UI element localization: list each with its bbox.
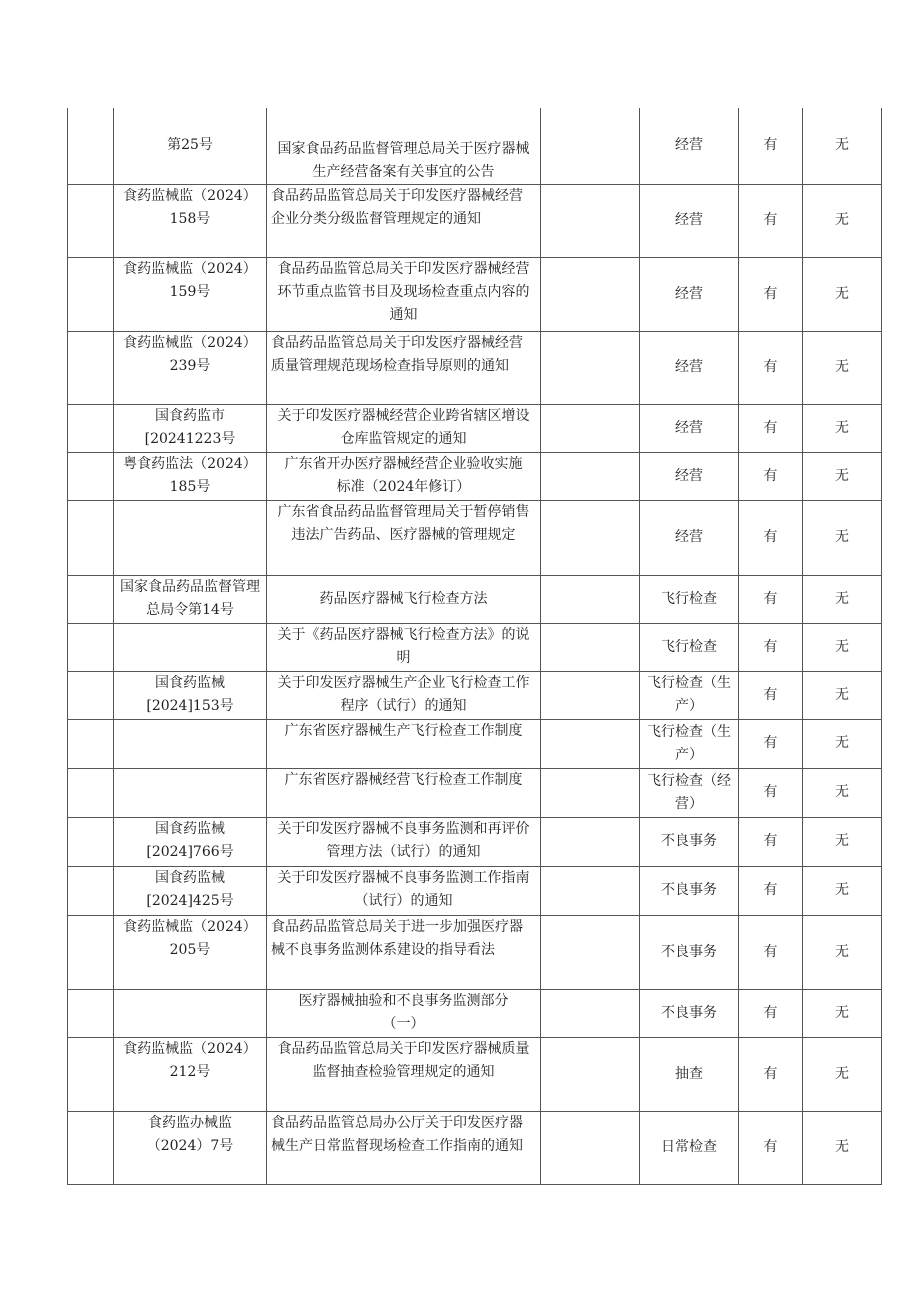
text-line: 质量管理规范现场检查指导原则的通知 bbox=[271, 357, 509, 374]
none-cell: 无 bbox=[803, 331, 882, 404]
text-line: 食药监械监（2024） bbox=[123, 334, 257, 351]
document-title-cell bbox=[267, 452, 541, 500]
category-cell bbox=[640, 989, 739, 1037]
text-line: 158号 bbox=[169, 210, 211, 227]
blank-cell bbox=[541, 866, 640, 915]
has-record-cell: 有 bbox=[739, 404, 803, 452]
document-number-cell bbox=[114, 915, 267, 989]
document-title-cell bbox=[267, 331, 541, 404]
has-record-cell: 有 bbox=[739, 671, 803, 719]
text-line: 经营 bbox=[675, 212, 703, 228]
document-title-cell bbox=[267, 915, 541, 989]
index-cell bbox=[68, 719, 114, 768]
table-row bbox=[68, 915, 882, 989]
index-cell bbox=[68, 257, 114, 331]
text-line: 185号 bbox=[169, 478, 211, 495]
has-record-cell: 有 bbox=[739, 989, 803, 1037]
text-line: 关于《药品医疗器械飞行检查方法》的说 bbox=[277, 626, 530, 643]
blank-cell bbox=[541, 500, 640, 575]
has-record-cell: 有 bbox=[739, 331, 803, 404]
index-cell bbox=[68, 184, 114, 257]
document-number-cell bbox=[114, 1037, 267, 1111]
text-line: [20241223号 bbox=[144, 430, 236, 447]
blank-cell bbox=[541, 623, 640, 671]
document-number-cell bbox=[114, 623, 267, 671]
none-cell: 无 bbox=[803, 108, 882, 184]
none-cell: 无 bbox=[803, 623, 882, 671]
has-record-cell: 有 bbox=[739, 257, 803, 331]
text-line: 程序（试行）的通知 bbox=[340, 697, 467, 714]
none-cell: 无 bbox=[803, 452, 882, 500]
blank-cell bbox=[541, 915, 640, 989]
table-row bbox=[68, 452, 882, 500]
none-cell: 无 bbox=[803, 500, 882, 575]
document-title-cell bbox=[267, 719, 541, 768]
text-line: 广东省食品药品监督管理局关于暂停销售 bbox=[277, 503, 530, 520]
text-line: 环节重点监管书目及现场检查重点内容的 bbox=[277, 283, 530, 300]
text-line: 食药监办械监 bbox=[148, 1114, 232, 1131]
index-cell bbox=[68, 671, 114, 719]
category-cell bbox=[640, 108, 739, 184]
index-cell bbox=[68, 404, 114, 452]
table-row bbox=[68, 404, 882, 452]
blank-cell bbox=[541, 768, 640, 817]
table-row bbox=[68, 719, 882, 768]
document-title-cell bbox=[267, 404, 541, 452]
index-cell bbox=[68, 989, 114, 1037]
text-line: 食药监械监（2024） bbox=[123, 1040, 257, 1057]
text-line: 国家食品药品监督管理总局关于医疗器械 bbox=[277, 140, 530, 157]
index-cell bbox=[68, 768, 114, 817]
has-record-cell: 有 bbox=[739, 184, 803, 257]
text-line: 产） bbox=[675, 746, 703, 763]
has-record-cell: 有 bbox=[739, 108, 803, 184]
text-line: [2024]425号 bbox=[146, 892, 234, 909]
table-row bbox=[68, 1111, 882, 1184]
regulation-table bbox=[67, 108, 882, 1185]
text-line: 不良事务 bbox=[661, 882, 717, 898]
document-title-cell bbox=[267, 500, 541, 575]
text-line: 违法广告药品、医疗器械的管理规定 bbox=[291, 526, 516, 543]
text-line: 159号 bbox=[169, 283, 211, 300]
document-number-cell bbox=[114, 184, 267, 257]
category-cell bbox=[640, 623, 739, 671]
category-cell bbox=[640, 1037, 739, 1111]
category-cell bbox=[640, 500, 739, 575]
blank-cell bbox=[541, 452, 640, 500]
document-number-cell bbox=[114, 817, 267, 866]
has-record-cell: 有 bbox=[739, 500, 803, 575]
text-line: 国食药监械 bbox=[155, 674, 225, 691]
index-cell bbox=[68, 1111, 114, 1184]
has-record-cell: 有 bbox=[739, 623, 803, 671]
table-row bbox=[68, 671, 882, 719]
none-cell: 无 bbox=[803, 719, 882, 768]
index-cell bbox=[68, 331, 114, 404]
category-cell bbox=[640, 184, 739, 257]
text-line: 生产经营备案有关事宜的公告 bbox=[312, 163, 495, 180]
has-record-cell: 有 bbox=[739, 1037, 803, 1111]
has-record-cell: 有 bbox=[739, 817, 803, 866]
document-number-cell bbox=[114, 989, 267, 1037]
document-number-cell bbox=[114, 404, 267, 452]
document-number-cell bbox=[114, 866, 267, 915]
text-line: 食品药品监管总局关于印发医疗器械经营 bbox=[277, 260, 530, 277]
index-cell bbox=[68, 623, 114, 671]
document-title-cell bbox=[267, 575, 541, 623]
text-line: 监督抽查检验管理规定的通知 bbox=[312, 1063, 495, 1080]
document-title-cell bbox=[267, 866, 541, 915]
text-line: 飞行检查 bbox=[661, 638, 717, 655]
text-line: 经营 bbox=[675, 419, 703, 436]
document-title-cell bbox=[267, 817, 541, 866]
blank-cell bbox=[541, 1111, 640, 1184]
index-cell bbox=[68, 452, 114, 500]
document-number-cell bbox=[114, 452, 267, 500]
text-line: 食品药品监管总局关于印发医疗器械质量 bbox=[277, 1040, 530, 1057]
category-cell bbox=[640, 331, 739, 404]
document-number-cell bbox=[114, 108, 267, 184]
text-line: 产） bbox=[675, 698, 703, 714]
none-cell: 无 bbox=[803, 768, 882, 817]
text-line: 关于印发医疗器械不良事务监测工作指南 bbox=[277, 869, 530, 886]
document-number-cell bbox=[114, 500, 267, 575]
none-cell: 无 bbox=[803, 866, 882, 915]
text-line: 药品医疗器械飞行检查方法 bbox=[319, 590, 488, 607]
text-line: 日常检查 bbox=[661, 1139, 717, 1155]
text-line: 国食药监市 bbox=[155, 407, 225, 424]
text-line: 广东省开办医疗器械经营企业验收实施 bbox=[284, 455, 523, 472]
index-cell bbox=[68, 575, 114, 623]
text-line: 通知 bbox=[389, 306, 418, 323]
document-number-cell bbox=[114, 331, 267, 404]
text-line: 经营 bbox=[675, 285, 703, 302]
blank-cell bbox=[541, 257, 640, 331]
index-cell bbox=[68, 1037, 114, 1111]
document-number-cell bbox=[114, 768, 267, 817]
text-line: 食品药品监管总局办公厅关于印发医疗器 bbox=[271, 1114, 523, 1131]
text-line: （一） bbox=[382, 1015, 425, 1032]
text-line: 关于印发医疗器械经营企业跨省辖区增设 bbox=[277, 407, 530, 424]
table-row bbox=[68, 866, 882, 915]
text-line: 食品药品监管总局关于印发医疗器械经营 bbox=[271, 334, 523, 351]
document-number-cell bbox=[114, 1111, 267, 1184]
blank-cell bbox=[541, 108, 640, 184]
text-line: 广东省医疗器械生产飞行检查工作制度 bbox=[284, 722, 523, 739]
none-cell: 无 bbox=[803, 575, 882, 623]
document-title-cell bbox=[267, 671, 541, 719]
index-cell bbox=[68, 915, 114, 989]
text-line: 营） bbox=[675, 795, 703, 812]
text-line: 明 bbox=[396, 649, 411, 666]
table-row bbox=[68, 575, 882, 623]
text-line: 抽查 bbox=[675, 1065, 703, 1082]
text-line: （试行）的通知 bbox=[354, 892, 453, 909]
category-cell bbox=[640, 866, 739, 915]
text-line: 经营 bbox=[675, 529, 703, 545]
table-row bbox=[68, 500, 882, 575]
none-cell: 无 bbox=[803, 184, 882, 257]
index-cell bbox=[68, 500, 114, 575]
text-line: 国家食品药品监督管理 bbox=[120, 578, 260, 595]
category-cell bbox=[640, 257, 739, 331]
category-cell bbox=[640, 817, 739, 866]
none-cell: 无 bbox=[803, 915, 882, 989]
text-line: 食药监械监（2024） bbox=[123, 187, 257, 204]
text-line: 国食药监械 bbox=[155, 820, 225, 837]
table-row bbox=[68, 331, 882, 404]
table-row bbox=[68, 817, 882, 866]
document-title-cell bbox=[267, 989, 541, 1037]
index-cell bbox=[68, 817, 114, 866]
document-title-cell bbox=[267, 1111, 541, 1184]
text-line: 经营 bbox=[675, 467, 703, 484]
text-line: 239号 bbox=[169, 357, 211, 374]
table-row bbox=[68, 257, 882, 331]
document-number-cell bbox=[114, 719, 267, 768]
blank-cell bbox=[541, 817, 640, 866]
blank-cell bbox=[541, 331, 640, 404]
none-cell: 无 bbox=[803, 257, 882, 331]
document-title-cell bbox=[267, 108, 541, 184]
category-cell bbox=[640, 404, 739, 452]
document-title-cell bbox=[267, 768, 541, 817]
category-cell bbox=[640, 575, 739, 623]
document-number-cell bbox=[114, 575, 267, 623]
blank-cell bbox=[541, 989, 640, 1037]
has-record-cell: 有 bbox=[739, 452, 803, 500]
text-line: 国食药监械 bbox=[155, 869, 225, 886]
text-line: 医疗器械抽验和不良事务监测部分 bbox=[298, 992, 509, 1009]
text-line: 不良事务 bbox=[661, 943, 717, 960]
document-title-cell bbox=[267, 623, 541, 671]
document-title-cell bbox=[267, 1037, 541, 1111]
text-line: 食药监械监（2024） bbox=[123, 918, 257, 935]
text-line: 关于印发医疗器械不良事务监测和再评价 bbox=[277, 820, 530, 837]
has-record-cell: 有 bbox=[739, 866, 803, 915]
table-row bbox=[68, 989, 882, 1037]
category-cell bbox=[640, 1111, 739, 1184]
blank-cell bbox=[541, 1037, 640, 1111]
category-cell bbox=[640, 719, 739, 768]
text-line: （2024）7号 bbox=[146, 1137, 234, 1154]
has-record-cell: 有 bbox=[739, 719, 803, 768]
index-cell bbox=[68, 866, 114, 915]
none-cell: 无 bbox=[803, 817, 882, 866]
text-line: 飞行检查（生 bbox=[647, 723, 731, 740]
blank-cell bbox=[541, 404, 640, 452]
text-line: 经营 bbox=[675, 359, 703, 375]
index-cell bbox=[68, 108, 114, 184]
blank-cell bbox=[541, 184, 640, 257]
text-line: 205号 bbox=[169, 941, 211, 958]
text-line: 广东省医疗器械经营飞行检查工作制度 bbox=[284, 771, 523, 788]
none-cell: 无 bbox=[803, 1037, 882, 1111]
blank-cell bbox=[541, 575, 640, 623]
table-row bbox=[68, 1037, 882, 1111]
table-row bbox=[68, 768, 882, 817]
text-line: 械不良事务监测体系建设的指导看法 bbox=[271, 941, 495, 958]
text-line: [2024]153号 bbox=[146, 697, 234, 714]
text-line: 总局令第14号 bbox=[146, 601, 234, 618]
text-line: 食品药品监管总局关于印发医疗器械经营 bbox=[271, 187, 523, 204]
has-record-cell: 有 bbox=[739, 915, 803, 989]
none-cell: 无 bbox=[803, 671, 882, 719]
category-cell bbox=[640, 768, 739, 817]
text-line: 飞行检查（经 bbox=[647, 772, 731, 789]
none-cell: 无 bbox=[803, 404, 882, 452]
document-title-cell bbox=[267, 184, 541, 257]
text-line: [2024]766号 bbox=[146, 843, 234, 860]
text-line: 飞行检查 bbox=[661, 590, 717, 607]
text-line: 标准（2024年修订） bbox=[336, 478, 471, 495]
blank-cell bbox=[541, 671, 640, 719]
document-number-cell bbox=[114, 671, 267, 719]
text-line: 第25号 bbox=[167, 137, 213, 154]
text-line: 不良事务 bbox=[661, 1004, 717, 1021]
table-row bbox=[68, 623, 882, 671]
text-line: 企业分类分级监督管理规定的通知 bbox=[271, 210, 481, 227]
document-number-cell bbox=[114, 257, 267, 331]
text-line: 食品药品监管总局关于进一步加强医疗器 bbox=[271, 918, 523, 935]
text-line: 管理方法（试行）的通知 bbox=[326, 843, 481, 860]
table-row bbox=[68, 108, 882, 184]
none-cell: 无 bbox=[803, 989, 882, 1037]
category-cell bbox=[640, 915, 739, 989]
text-line: 不良事务 bbox=[661, 833, 717, 849]
text-line: 仓库监管规定的通知 bbox=[340, 430, 467, 447]
document-title-cell bbox=[267, 257, 541, 331]
text-line: 关于印发医疗器械生产企业飞行检查工作 bbox=[277, 674, 530, 691]
text-line: 械生产日常监督现场检查工作指南的通知 bbox=[271, 1137, 523, 1154]
has-record-cell: 有 bbox=[739, 575, 803, 623]
text-line: 212号 bbox=[169, 1063, 211, 1080]
text-line: 粤食药监法（2024） bbox=[123, 455, 257, 472]
has-record-cell: 有 bbox=[739, 1111, 803, 1184]
category-cell bbox=[640, 671, 739, 719]
category-cell bbox=[640, 452, 739, 500]
text-line: 食药监械监（2024） bbox=[123, 260, 257, 277]
text-line: 飞行检查（生 bbox=[647, 675, 731, 691]
none-cell: 无 bbox=[803, 1111, 882, 1184]
table-row bbox=[68, 184, 882, 257]
text-line: 经营 bbox=[675, 137, 703, 154]
blank-cell bbox=[541, 719, 640, 768]
has-record-cell: 有 bbox=[739, 768, 803, 817]
